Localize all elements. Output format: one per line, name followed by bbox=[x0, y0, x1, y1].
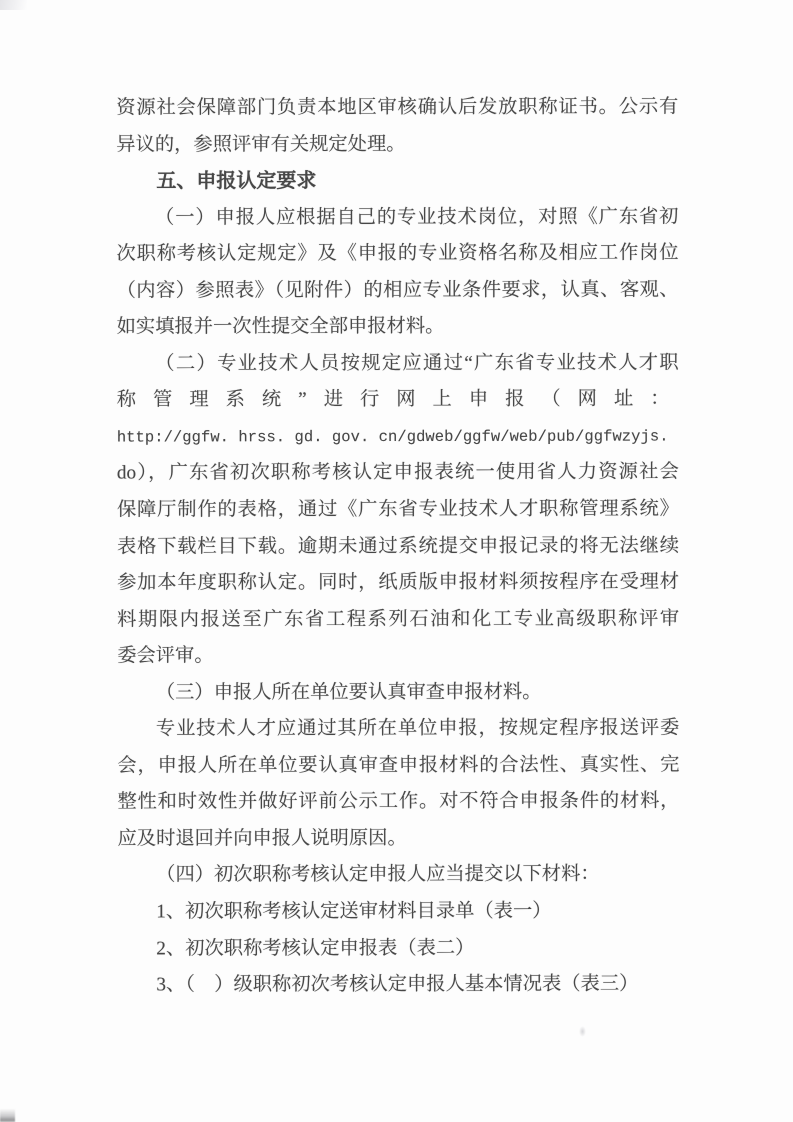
document-text-block bbox=[116, 90, 687, 1005]
url-line: http://ggfw. hrss. gd. gov. cn/gdweb/ggfw/web/pub/ggfwzyjs. bbox=[116, 427, 669, 447]
body-line: 参加本年度职称认定。同时，纸质版申报材料须按程序在受理材 bbox=[117, 571, 680, 594]
scan-artifact-dot bbox=[579, 1026, 586, 1037]
body-line: 料期限内报送至广东省工程系列石油和化工专业高级职称评审 bbox=[117, 608, 680, 631]
body-line: （内容）参照表》（见附件）的相应专业条件要求，认真、客观、 bbox=[116, 279, 679, 302]
body-line: 称管理系统”进行网上申报（网址： bbox=[116, 388, 687, 411]
body-line: 如实填报并一次性提交全部申报材料。 bbox=[116, 316, 445, 338]
scan-artifact-top-left bbox=[0, 0, 27, 10]
body-line: 表格下载栏目下载。逾期未通过系统提交申报记录的将无法继续 bbox=[116, 535, 680, 558]
body-line: 保障厅制作的表格，通过《广东省专业技术人才职称管理系统》 bbox=[116, 498, 679, 521]
body-line: 整性和时效性并做好评前公示工作。对不符合申报条件的材料， bbox=[117, 790, 680, 813]
section-heading-line: 五、申报认定要求 bbox=[156, 170, 317, 193]
scan-artifact-bottom-left bbox=[0, 1109, 15, 1122]
list-item-line: 2、初次职称考核认定申报表（表二） bbox=[156, 937, 475, 960]
body-line: 会，申报人所在单位要认真审查申报材料的合法性、真实性、完 bbox=[117, 754, 680, 777]
body-line: （一）申报人应根据自己的专业技术岗位，对照《广东省初 bbox=[155, 206, 679, 229]
list-item-line: 3、（ ）级职称初次考核认定申报人基本情况表（表三） bbox=[156, 973, 639, 996]
body-line: do），广东省初次职称考核认定申报表统一使用省人力资源社会 bbox=[116, 461, 679, 484]
body-line: 次职称考核认定规定》及《申报的专业资格名称及相应工作岗位 bbox=[116, 242, 679, 265]
body-line: （四）初次职称考核认定申报人应当提交以下材料： bbox=[156, 864, 600, 886]
body-line: 委会评审。 bbox=[117, 645, 214, 667]
list-item-line: 1、初次职称考核认定送审材料目录单（表一） bbox=[156, 900, 552, 923]
body-line: 专业技术人才应通过其所在单位申报，按规定程序报送评委 bbox=[155, 717, 680, 740]
body-line: 资源社会保障部门负责本地区审核确认后发放职称证书。公示有 bbox=[116, 96, 679, 119]
body-line: 应及时退回并向申报人说明原因。 bbox=[117, 827, 407, 850]
body-line: （三）申报人所在单位要认真审查申报材料。 bbox=[155, 681, 542, 704]
body-line: （二）专业技术人员按规定应通过“广东省专业技术人才职 bbox=[155, 352, 679, 375]
body-line: 异议的，参照评审有关规定处理。 bbox=[116, 133, 406, 156]
